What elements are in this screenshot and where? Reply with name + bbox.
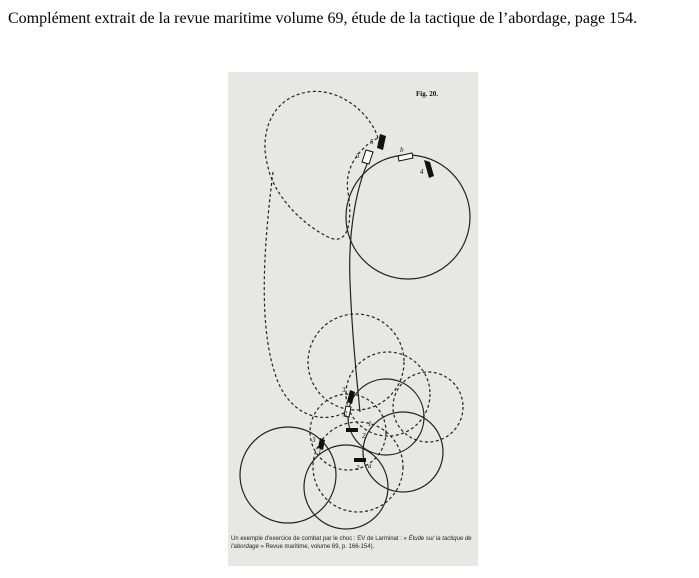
ship-label-1: 5 (370, 138, 374, 146)
ship-black-mid-2 (346, 428, 358, 432)
ship-black-low (354, 458, 366, 462)
ship-label-5: 3 (342, 386, 346, 394)
ships (318, 134, 434, 462)
solid-circle-top (346, 155, 470, 279)
solid-circle-right (363, 412, 443, 492)
caption-part-2: Étude sur la tactique de l'abordage (231, 536, 472, 550)
ship-label-6: 2 (344, 410, 348, 418)
dashed-track-top (265, 91, 378, 239)
ship-label-8: 2 (362, 432, 366, 440)
ship-label-10: 1 (318, 448, 322, 456)
ship-white-b (398, 153, 413, 161)
ship-number-labels (311, 138, 424, 472)
dashed-circle-mid-1 (308, 314, 404, 410)
ship-black-4 (424, 160, 434, 178)
ship-label-4: 4 (420, 168, 424, 176)
caption-part-3: » Revue maritime, volume 69, p. 166-154). (258, 544, 375, 550)
dashed-track-long (264, 172, 346, 417)
figure-caption (231, 535, 477, 551)
ship-label-12: a (368, 462, 372, 470)
solid-circle-mid (348, 379, 424, 455)
ship-label-3: b (400, 146, 404, 154)
figure-scan (228, 72, 478, 566)
ship-label-9: 3 (312, 436, 316, 444)
ship-label-2: 5 (356, 152, 360, 160)
ship-black-top (377, 134, 386, 150)
caption-part-1: Un exemple d'exercice de combat par le choc : EV de Larminat : « (231, 536, 409, 542)
solid-circle-bottom (304, 445, 388, 529)
figure-label: Fig. 20. (416, 90, 438, 98)
ship-label-11: 2 (356, 464, 360, 472)
ship-white-top (362, 150, 373, 164)
manoeuvre-diagram (228, 72, 478, 566)
intro-text: Complément extrait de la revue maritime volume 69, étude de la tactique de l’abordage, page 154. (8, 10, 638, 27)
ship-label-7: 1 (368, 420, 372, 428)
solid-track-long (350, 152, 373, 412)
